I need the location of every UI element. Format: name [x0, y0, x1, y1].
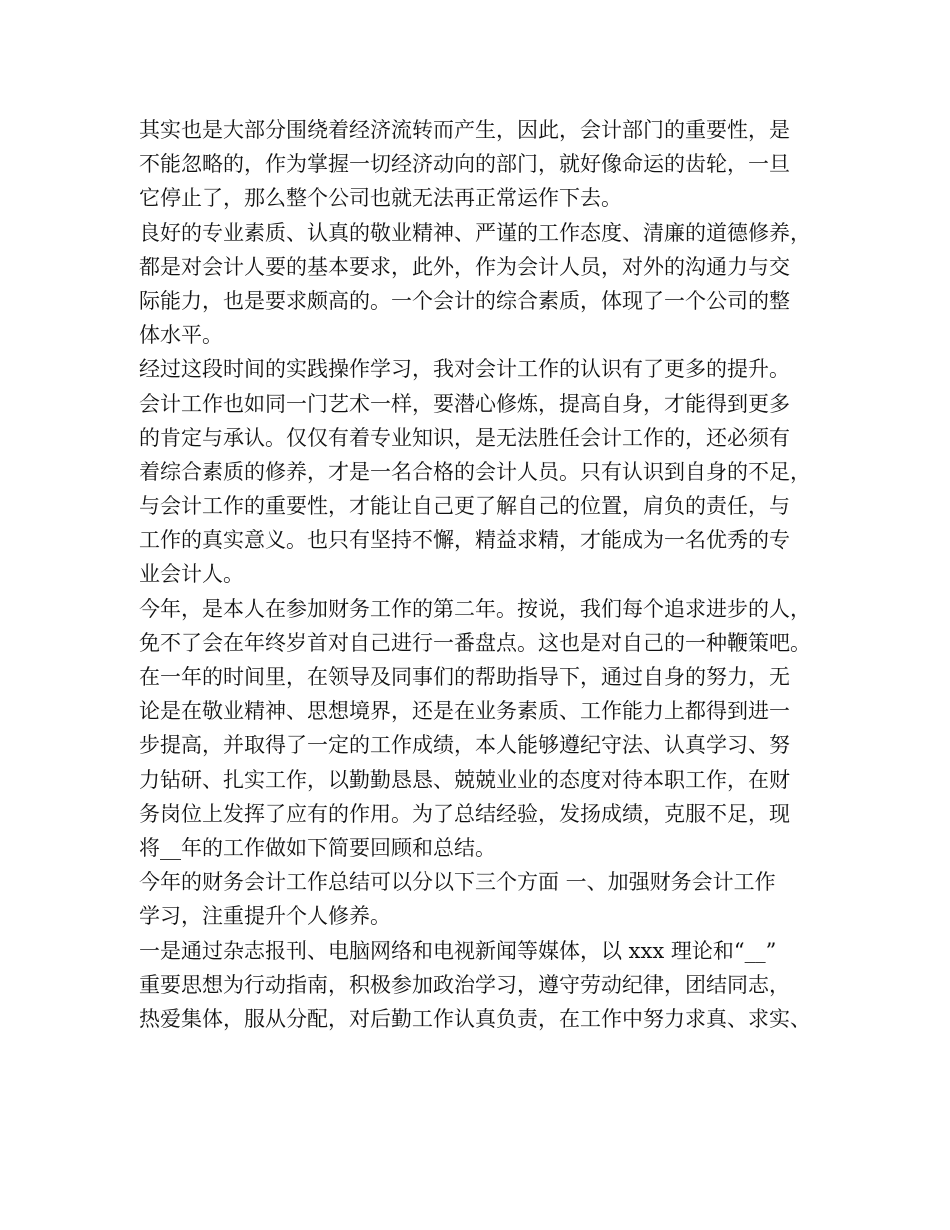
text-line: 今年的财务会计工作总结可以分以下三个方面 一、加强财务会计工作 [139, 870, 776, 895]
text-line: 它停止了，那么整个公司也就无法再正常运作下去。 [139, 186, 622, 211]
text-line: 会计工作也如同一门艺术一样，要潜心修炼，提高自身，才能得到更多 [139, 391, 790, 416]
text-line: 其实也是大部分围绕着经济流转而产生，因此，会计部门的重要性，是 [139, 118, 790, 142]
text-line: 一是通过杂志报刊、电脑网络和电视新闻等媒体，以 xxx 理论和“__” [139, 938, 777, 963]
text-line: 免不了会在年终岁首对自己进行一番盘点。这也是对自己的一种鞭策吧。 [139, 630, 811, 655]
text-line: 学习，注重提升个人修养。 [139, 904, 391, 929]
text-line: 际能力，也是要求颇高的。一个会计的综合素质，体现了一个公司的整 [139, 288, 790, 313]
text-line: 都是对会计人要的基本要求，此外，作为会计人员，对外的沟通力与交 [139, 254, 790, 279]
text-line: 热爱集体，服从分配，对后勤工作认真负责，在工作中努力求真、求实、 [139, 1006, 811, 1031]
document-body [139, 113, 829, 1036]
text-line: 良好的专业素质、认真的敬业精神、严谨的工作态度、清廉的道德修养， [139, 220, 811, 245]
text-line: 步提高，并取得了一定的工作成绩，本人能够遵纪守法、认真学习、努 [139, 733, 790, 758]
text-line: 今年，是本人在参加财务工作的第二年。按说，我们每个追求进步的人， [139, 596, 811, 621]
text-line: 工作的真实意义。也只有坚持不懈，精益求精，才能成为一名优秀的专 [139, 528, 790, 553]
text-line: 着综合素质的修养，才是一名合格的会计人员。只有认识到自身的不足， [139, 459, 811, 484]
text-line: 体水平。 [139, 323, 223, 348]
text-line: 业会计人。 [139, 562, 244, 587]
text-line: 力钻研、扎实工作，以勤勤恳恳、兢兢业业的态度对待本职工作，在财 [139, 767, 790, 792]
text-line: 重要思想为行动指南，积极参加政治学习，遵守劳动纪律，团结同志， [139, 972, 790, 997]
text-line: 将__年的工作做如下简要回顾和总结。 [139, 835, 496, 860]
text-line: 在一年的时间里，在领导及同事们的帮助指导下，通过自身的努力，无 [139, 665, 790, 689]
text-line: 的肯定与承认。仅仅有着专业知识，是无法胜任会计工作的，还必须有 [139, 425, 790, 450]
text-line: 不能忽略的，作为掌握一切经济动向的部门，就好像命运的齿轮，一旦 [139, 152, 790, 177]
text-line: 经过这段时间的实践操作学习，我对会计工作的认识有了更多的提升。 [139, 357, 790, 382]
text-line: 论是在敬业精神、思想境界，还是在业务素质、工作能力上都得到进一 [139, 699, 790, 724]
text-line: 与会计工作的重要性，才能让自己更了解自己的位置，肩负的责任，与 [139, 494, 790, 519]
text-line: 务岗位上发挥了应有的作用。为了总结经验，发扬成绩，克服不足，现 [139, 801, 790, 826]
